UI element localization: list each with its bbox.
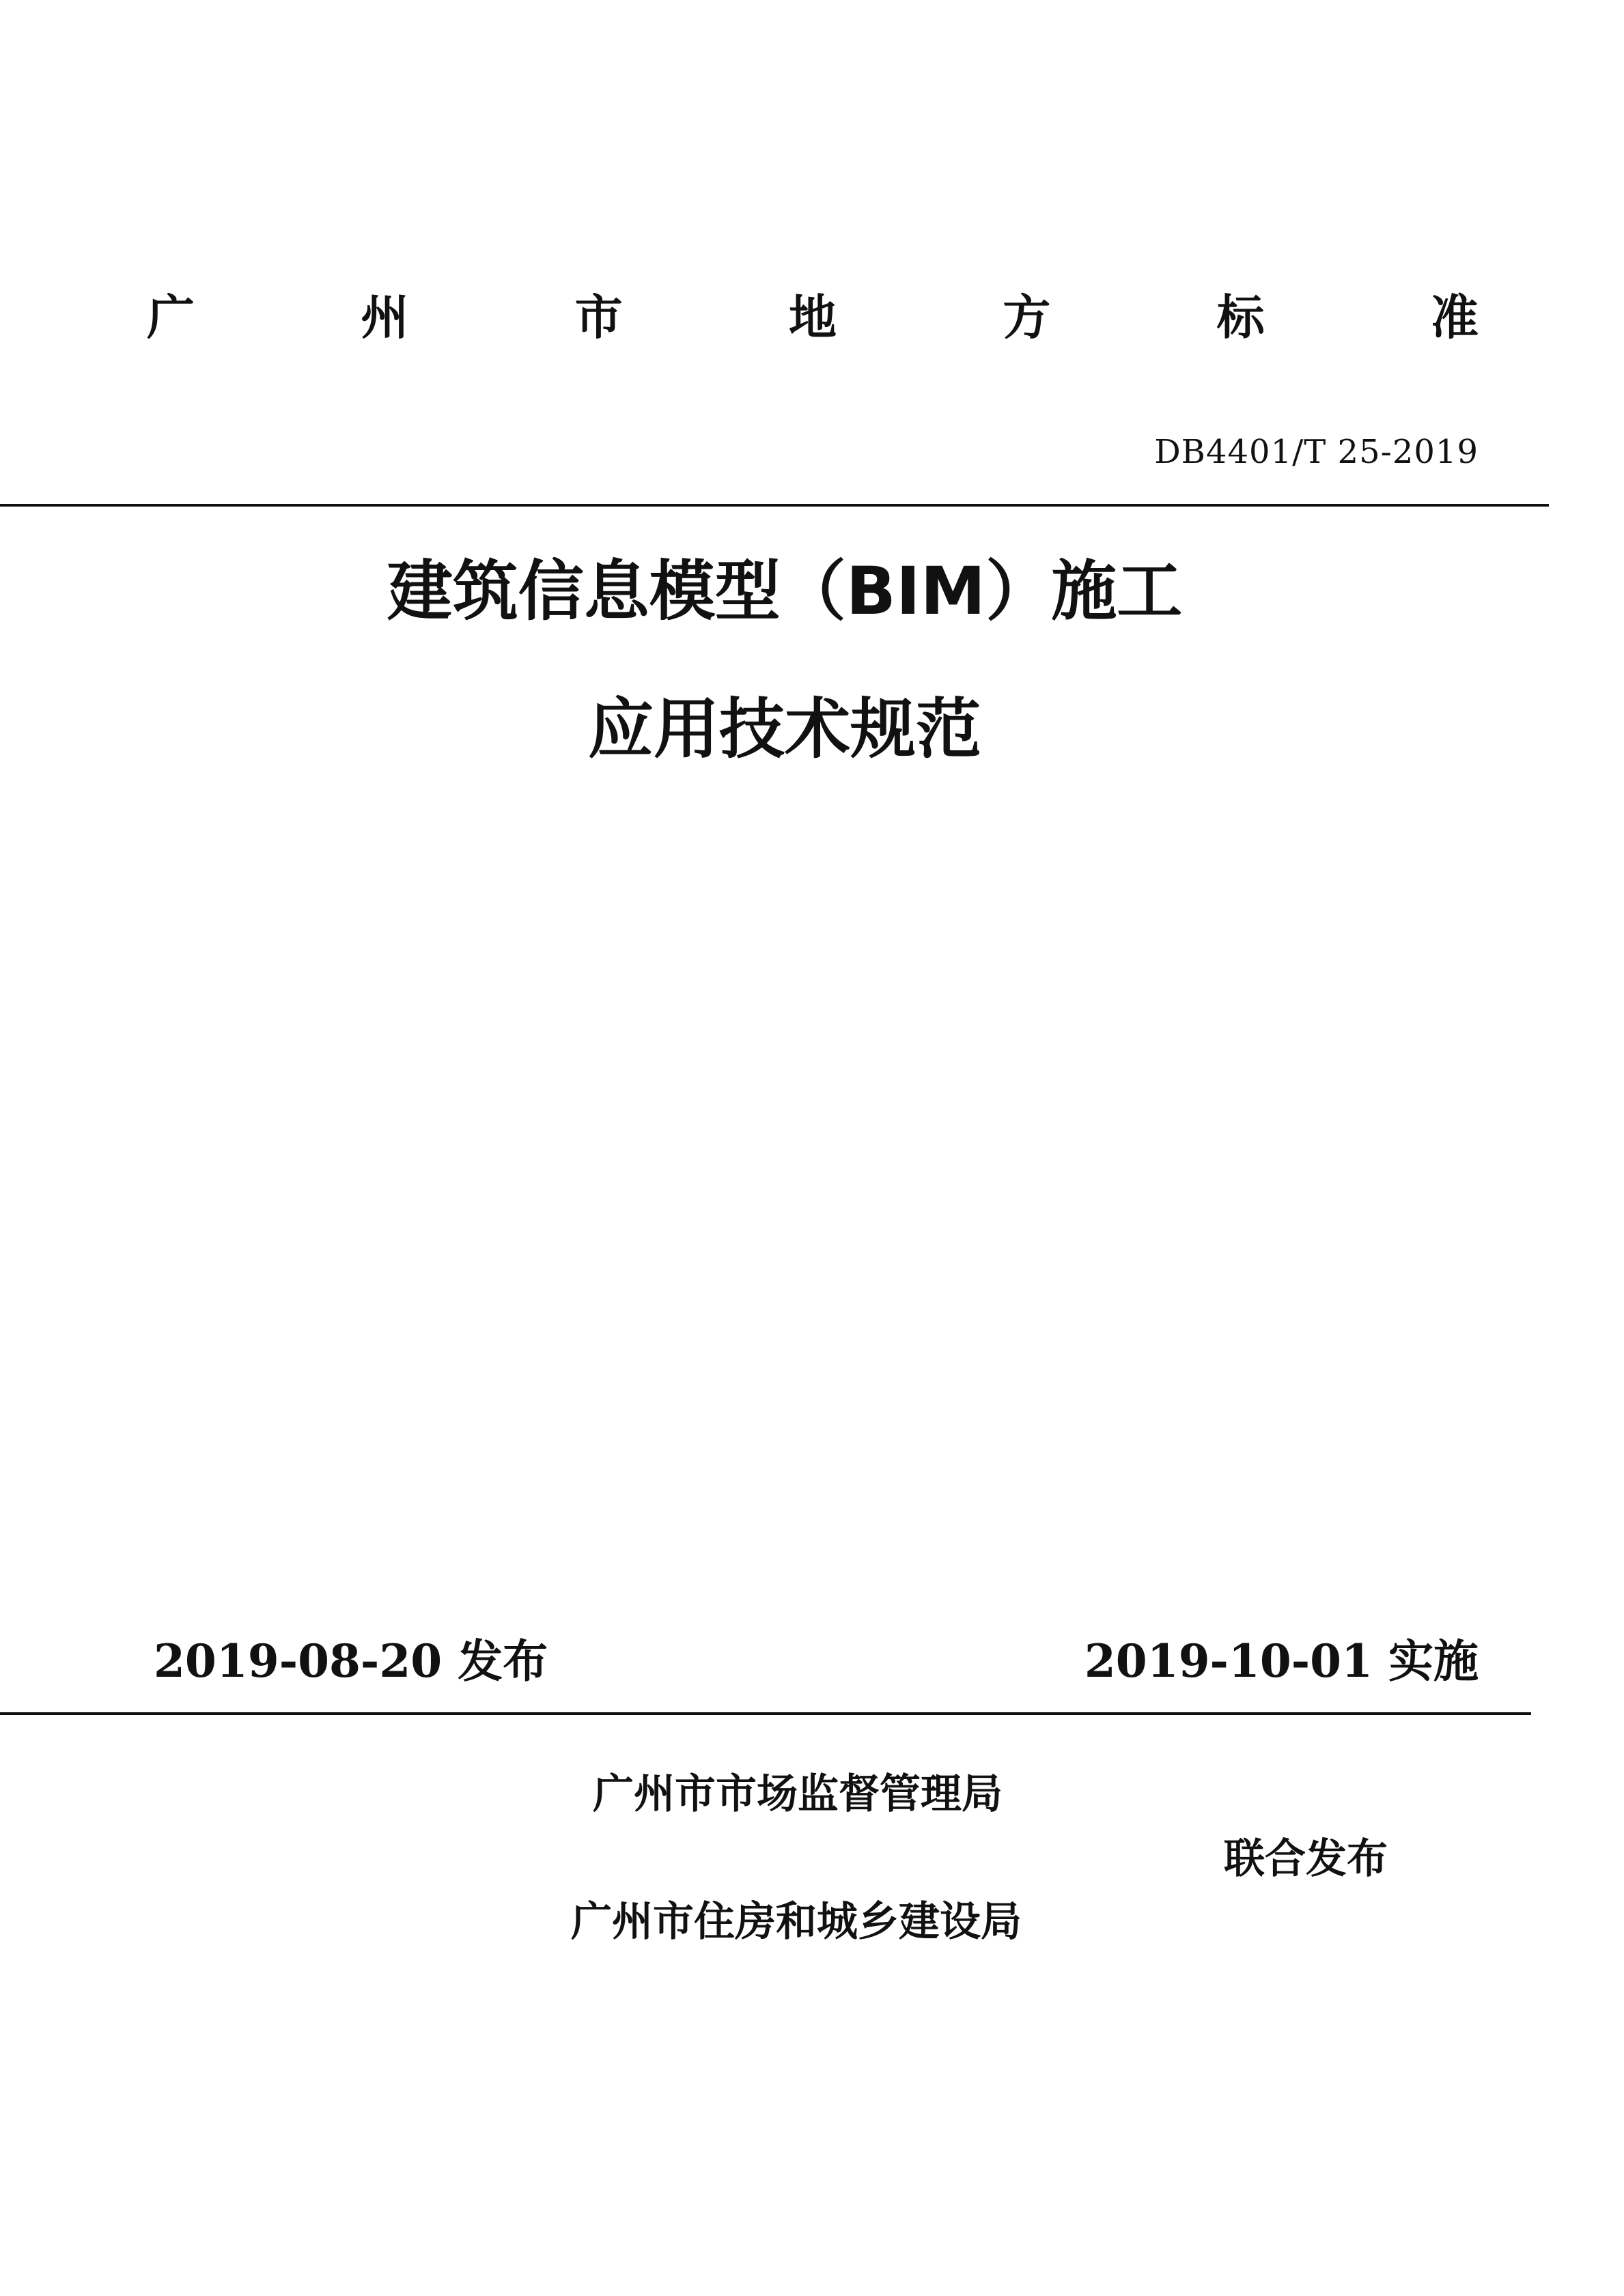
header-char: 市 (574, 289, 623, 345)
header-char: 地 (788, 289, 837, 345)
header-char: 广 (147, 289, 195, 345)
issuer-housing-construction: 广州市住房和城乡建设局 (571, 1898, 1022, 1946)
header-char: 州 (361, 289, 409, 345)
standard-category-header (147, 289, 1479, 345)
standard-code: DB4401/T 25-2019 (1154, 433, 1479, 471)
document-title-line-2: 应用技术规范 (588, 691, 981, 767)
bottom-divider (0, 1712, 1531, 1715)
joint-issue-label: 联合发布 (1224, 1835, 1388, 1883)
header-char: 方 (1003, 289, 1051, 345)
issue-date: 2019-08-20 发布 (154, 1634, 548, 1688)
effective-date: 2019-10-01 实施 (1084, 1634, 1479, 1688)
top-divider (0, 504, 1549, 507)
issuer-market-regulation: 广州市市场监督管理局 (593, 1770, 1003, 1818)
header-char: 准 (1430, 289, 1479, 345)
document-title-line-1: 建筑信息模型（BIM）施工 (387, 553, 1183, 629)
header-char: 标 (1216, 289, 1265, 345)
